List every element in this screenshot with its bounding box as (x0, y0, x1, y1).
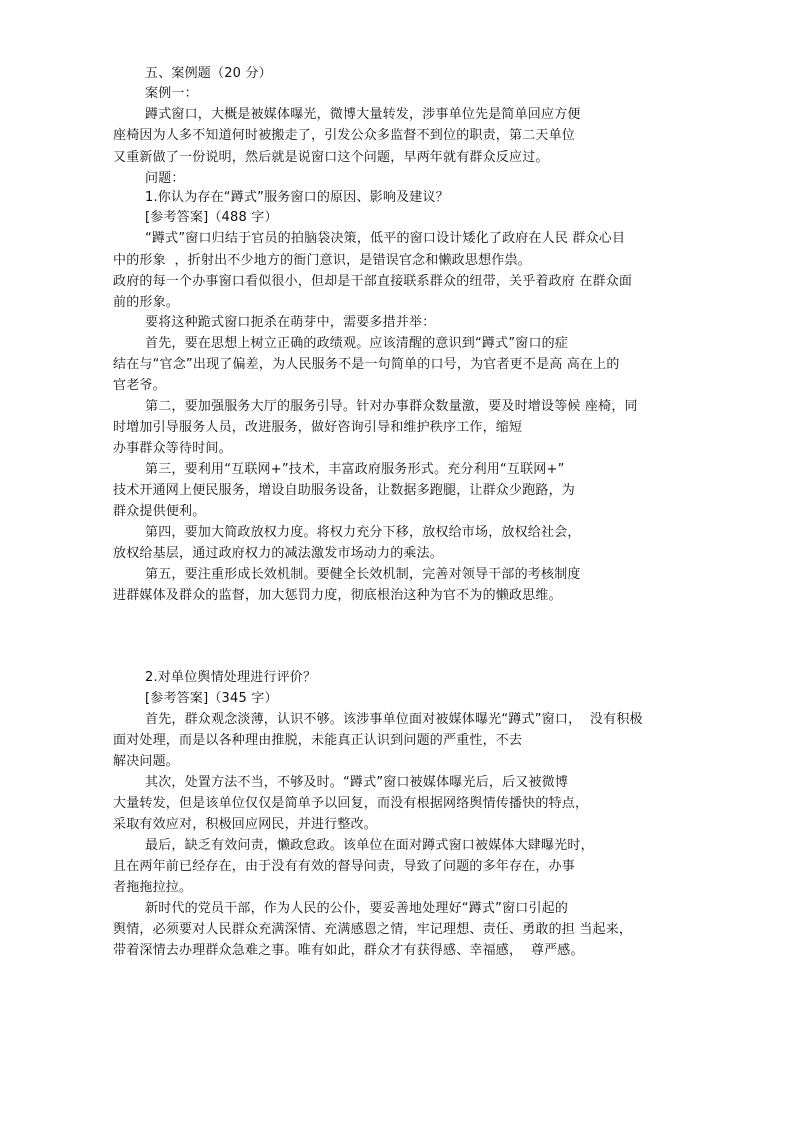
answer-line: “蹲式”窗口归结于官员的拍脑袋决策，低平的窗口设计矮化了政府在人民 群众心目 (145, 231, 626, 246)
question-2-answer-label: [参考答案]（345 字） (145, 691, 278, 706)
answer-line: 大量转发，但是该单位仅仅是简单予以回复，而没有根据网络舆情传播快的特点， (113, 796, 589, 811)
answer-line: 结在与“官念”出现了偏差，为人民服务不是一句简单的口号，为官者更不是高 高在上的 (113, 357, 620, 372)
section-heading: 五、案例题（20 分） (145, 66, 272, 81)
answer-line: 新时代的党员干部，作为人民的公仆，要妥善地处理好“蹲式”窗口引起的 (145, 901, 569, 916)
answer-line: 群众提供便利。 (113, 504, 206, 519)
answer-line: 首先，群众观念淡薄，认识不够。该涉事单位面对被媒体曝光“蹲式”窗口， 没有积极 (145, 712, 643, 727)
question-2-title: 2.对单位舆情处理进行评价？ (145, 670, 317, 685)
answer-line: 进群媒体及群众的监督，加大惩罚力度，彻底根治这种为官不为的懒政思维。 (113, 588, 562, 603)
answer-line: 最后，缺乏有效问责，懒政怠政。该单位在面对蹲式窗口被媒体大肆曝光时， (145, 838, 594, 853)
answer-line: 时增加引导服务人员，改进服务，做好咨询引导和维护秩序工作，缩短 (113, 420, 523, 435)
case-text-line: 又重新做了一份说明，然后就是说窗口这个问题，早两年就有群众反应过。 (113, 150, 549, 165)
answer-line: 办事群众等待时间。 (113, 441, 232, 456)
case-label: 案例一： (145, 86, 198, 101)
answer-line: 解决问题。 (113, 754, 180, 769)
answer-line: 其次，处置方法不当，不够及时。“蹲式”窗口被媒体曝光后，后又被微博 (145, 775, 569, 790)
answer-line: 舆情，必须要对人民群众充满深情、充满感恩之情，牢记理想、责任、勇敢的担 当起来， (113, 922, 633, 937)
case-text-line: 座椅因为人多不知道何时被搬走了，引发公众多监督不到位的职责，第二天单位 (113, 128, 576, 143)
case-text-line: 蹲式窗口，大概是被媒体曝光，微博大量转发，涉事单位先是简单回应方便 (145, 107, 581, 122)
answer-line: 带着深情去办理群众急难之事。唯有如此，群众才有获得感、幸福感， 尊严感。 (113, 943, 584, 958)
answer-line: 前的形象。 (113, 295, 180, 310)
answer-line: 采取有效应对，积极回应网民，并进行整改。 (113, 817, 378, 832)
answer-line: 第四，要加大简政放权力度。将权力充分下移，放权给市场，放权给社会， (145, 525, 581, 540)
question-1-answer-label: [参考答案]（488 字） (145, 210, 278, 225)
questions-label: 问题： (145, 171, 185, 186)
answer-line: 第三，要利用“互联网+”技术，丰富政府服务形式。充分利用“互联网+” (145, 462, 565, 477)
answer-line: 技术开通网上便民服务，增设自助服务设备，让数据多跑腿，让群众少跑路，为 (113, 483, 576, 498)
answer-line: 且在两年前已经存在，由于没有有效的督导问责，导致了问题的多年存在，办事 (113, 859, 576, 874)
answer-line: 者拖拖拉拉。 (113, 880, 193, 895)
answer-line: 官老爷。 (113, 378, 166, 393)
answer-line: 放权给基层，通过政府权力的减法激发市场动力的乘法。 (113, 546, 444, 561)
answer-line: 首先，要在思想上树立正确的政绩观。应该清醒的意识到“蹲式”窗口的症 (145, 336, 569, 351)
question-1-title: 1.你认为存在“蹲式”服务窗口的原因、影响及建议？ (145, 190, 449, 205)
answer-line: 中的形象 ，折射出不少地方的衙门意识，是错误官念和懒政思想作祟。 (113, 253, 531, 268)
answer-line: 第五，要注重形成长效机制。要健全长效机制，完善对领导干部的考核制度 (145, 567, 581, 582)
answer-line: 第二，要加强服务大厅的服务引导。针对办事群众数量激，要及时增设等候 座椅，同 (145, 399, 638, 414)
answer-line: 面对处理，而是以各种理由推脱，未能真正认识到问题的严重性，不去 (113, 733, 523, 748)
answer-line: 政府的每一个办事窗口看似很小，但却是干部直接联系群众的纽带，关乎着政府 在群众面 (113, 274, 633, 289)
answer-line: 要将这种跪式窗口扼杀在萌芽中，需要多措并举： (145, 315, 436, 330)
